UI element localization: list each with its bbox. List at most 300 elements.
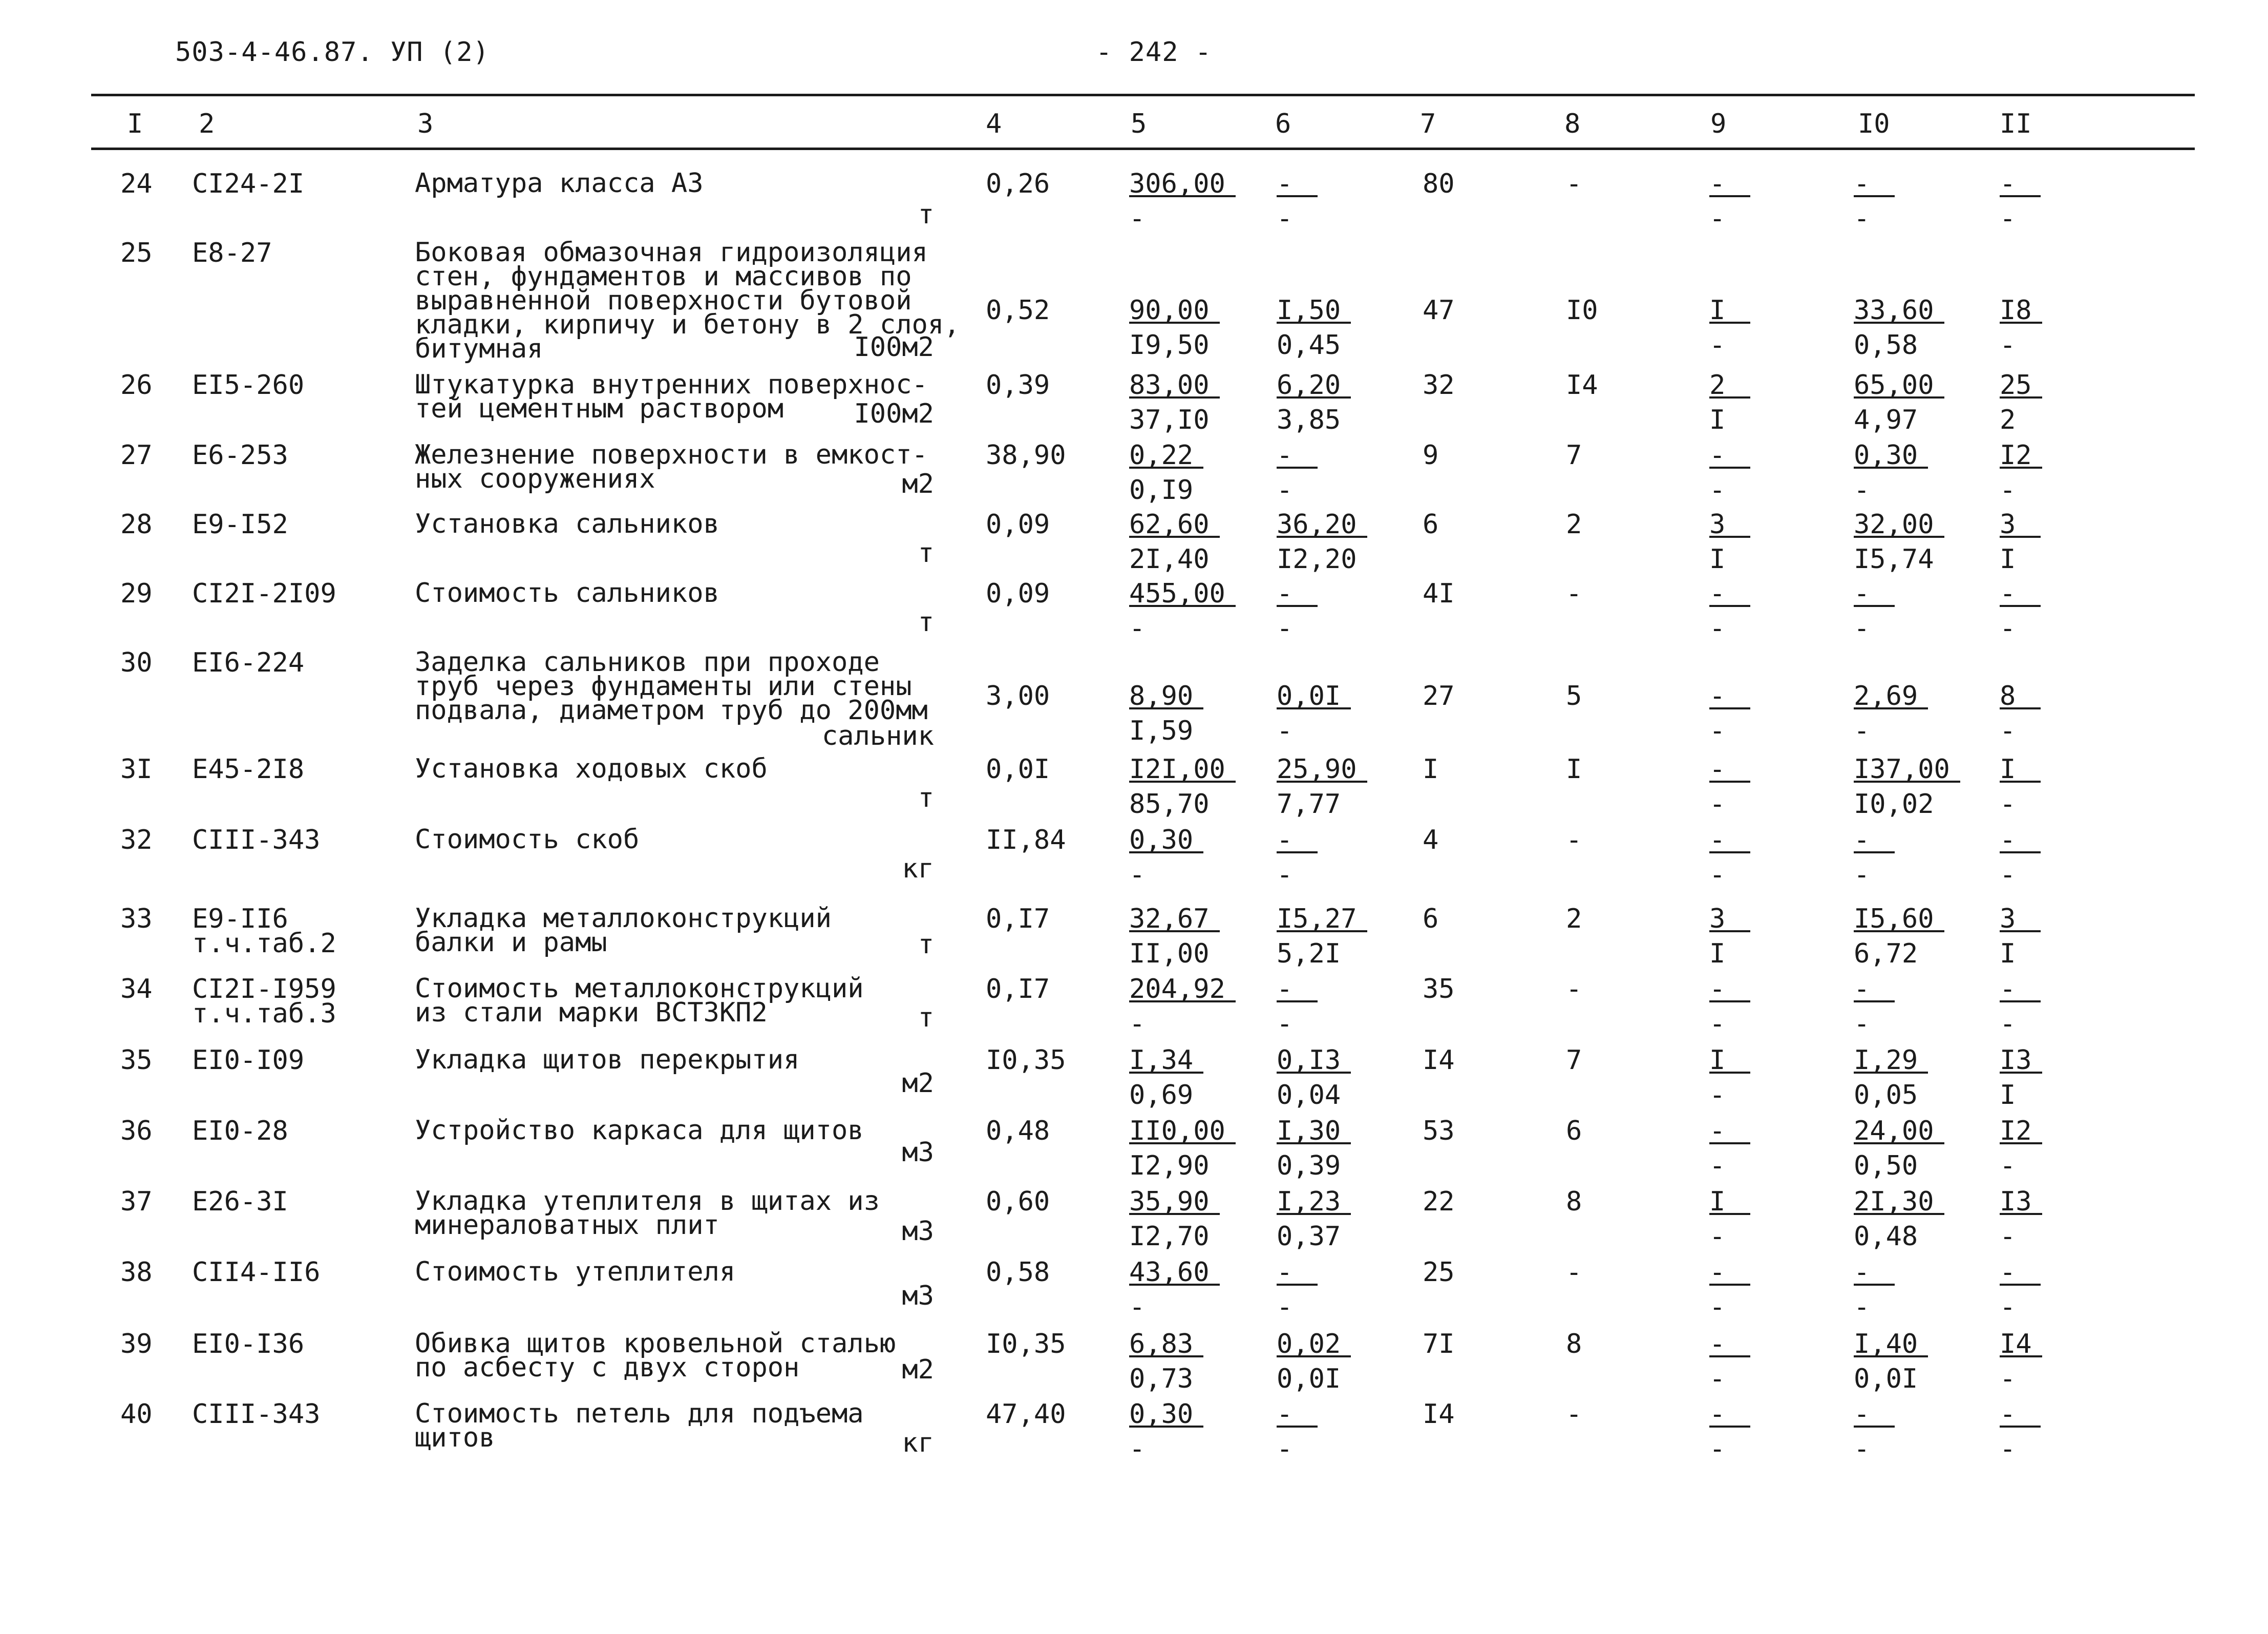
unit-cost-fraction-top: 62,60 — [1129, 512, 1220, 538]
work-description: Штукатурка внутренних поверхнос- тей цементным раствором — [415, 369, 928, 424]
overhead-fraction-bottom: I — [2000, 938, 2016, 969]
col-header-7: 7 — [1420, 109, 1436, 139]
quantity: II,84 — [986, 825, 1066, 855]
labor-cost-value: 35 — [1423, 974, 1455, 1004]
unit-cost-fraction-bottom: 0,I9 — [1129, 475, 1194, 506]
table-row — [0, 903, 2268, 969]
price-code: E9-II6 т.ч.таб.2 — [192, 904, 336, 959]
labor-fraction-top: 2 — [1709, 373, 1750, 399]
unit-cost-fraction-top: 306,00 — [1129, 172, 1236, 197]
overhead-fraction-bottom: - — [2000, 860, 2016, 890]
unit-of-measure: т — [918, 1002, 934, 1033]
overhead-fraction-bottom: - — [2000, 1292, 2016, 1323]
wage-fraction-bottom: - — [1277, 1009, 1293, 1039]
overhead-fraction-top: - — [2000, 1402, 2041, 1428]
quantity: 0,0I — [986, 754, 1050, 785]
labor-fraction-bottom: - — [1709, 613, 1726, 644]
wage-fraction-bottom: - — [1277, 1292, 1293, 1323]
wage-fraction-bottom: 0,37 — [1277, 1221, 1341, 1252]
wage-fraction-top: I,50 — [1277, 298, 1351, 324]
machine-cost-value: - — [1566, 578, 1582, 609]
unit-cost-fraction-bottom: - — [1129, 1434, 1146, 1464]
labor-cost-value: 22 — [1423, 1186, 1455, 1217]
machine-cost-value: - — [1566, 1257, 1582, 1288]
machine-cost-value: 2 — [1566, 509, 1582, 540]
row-number: 39 — [120, 1329, 153, 1359]
row-number: 24 — [120, 169, 153, 199]
total-fraction-bottom: - — [1854, 475, 1870, 506]
labor-cost-value: 6 — [1423, 904, 1439, 934]
quantity: 0,60 — [986, 1186, 1050, 1217]
labor-fraction-bottom: - — [1709, 789, 1726, 820]
overhead-fraction-bottom: - — [2000, 1150, 2016, 1181]
overhead-fraction-bottom: - — [2000, 1434, 2016, 1464]
overhead-fraction-top: - — [2000, 828, 2041, 853]
labor-fraction-bottom: - — [1709, 1434, 1726, 1464]
machine-cost-value: - — [1566, 1399, 1582, 1430]
quantity: 0,I7 — [986, 904, 1050, 934]
table-row — [0, 753, 2268, 820]
overhead-fraction-top: - — [2000, 1260, 2041, 1286]
col-header-11: II — [2000, 109, 2032, 139]
labor-cost-value: 9 — [1423, 440, 1439, 471]
unit-cost-fraction-bottom: - — [1129, 1292, 1146, 1323]
row-number: 28 — [120, 509, 153, 540]
unit-of-measure: сальник — [821, 721, 934, 751]
quantity: 0,58 — [986, 1257, 1050, 1288]
overhead-fraction-bottom: - — [2000, 203, 2016, 234]
work-description: Укладка щитов перекрытия — [415, 1044, 800, 1075]
wage-fraction-bottom: 7,77 — [1277, 789, 1341, 820]
overhead-fraction-bottom: - — [2000, 475, 2016, 506]
wage-fraction-top: 25,90 — [1277, 757, 1367, 783]
labor-fraction-top: - — [1709, 1332, 1750, 1357]
labor-cost-value: 80 — [1423, 169, 1455, 199]
work-description: Обивка щитов кровельной сталью по асбесту с двух сторон — [415, 1328, 896, 1383]
machine-cost-value: 2 — [1566, 904, 1582, 934]
col-header-8: 8 — [1564, 109, 1581, 139]
labor-fraction-top: 3 — [1709, 512, 1750, 538]
wage-fraction-top: 0,0I — [1277, 684, 1351, 709]
price-code: EI0-I36 — [192, 1329, 305, 1359]
wage-fraction-bottom: 0,04 — [1277, 1080, 1341, 1111]
labor-fraction-top: - — [1709, 1402, 1750, 1428]
table-row — [0, 168, 2268, 234]
quantity: I0,35 — [986, 1045, 1066, 1076]
unit-cost-fraction-top: 0,30 — [1129, 828, 1203, 853]
total-fraction-bottom: 0,50 — [1854, 1150, 1918, 1181]
unit-cost-fraction-top: 35,90 — [1129, 1189, 1220, 1215]
labor-cost-value: 4 — [1423, 825, 1439, 855]
unit-cost-fraction-top: 8,90 — [1129, 684, 1203, 709]
labor-cost-value: 6 — [1423, 509, 1439, 540]
unit-of-measure: I00м2 — [854, 399, 934, 429]
col-header-3: 3 — [417, 109, 434, 139]
labor-fraction-bottom: - — [1709, 203, 1726, 234]
wage-fraction-bottom: - — [1277, 203, 1293, 234]
overhead-fraction-top: I — [2000, 757, 2041, 783]
row-number: 29 — [120, 578, 153, 609]
total-fraction-bottom: - — [1854, 860, 1870, 890]
labor-cost-value: 47 — [1423, 295, 1455, 326]
wage-fraction-bottom: 3,85 — [1277, 405, 1341, 435]
overhead-fraction-bottom: - — [2000, 1364, 2016, 1394]
price-code: CII4-II6 — [192, 1257, 321, 1288]
machine-cost-value: - — [1566, 169, 1582, 199]
unit-cost-fraction-bottom: I2,70 — [1129, 1221, 1210, 1252]
unit-of-measure: м2 — [902, 469, 934, 499]
unit-of-measure: кг — [902, 853, 934, 884]
price-code: E45-2I8 — [192, 754, 305, 785]
total-fraction-top: 2,69 — [1854, 684, 1928, 709]
unit-cost-fraction-bottom: - — [1129, 203, 1146, 234]
labor-fraction-bottom: - — [1709, 1009, 1726, 1039]
quantity: 0,52 — [986, 295, 1050, 326]
unit-cost-fraction-bottom: 0,69 — [1129, 1080, 1194, 1111]
labor-cost-value: 53 — [1423, 1116, 1455, 1146]
total-fraction-top: - — [1854, 828, 1895, 853]
row-number: 35 — [120, 1045, 153, 1076]
machine-cost-value: I4 — [1566, 370, 1598, 401]
total-fraction-top: I37,00 — [1854, 757, 1960, 783]
labor-fraction-top: I — [1709, 298, 1750, 324]
quantity: 0,39 — [986, 370, 1050, 401]
labor-fraction-top: - — [1709, 1119, 1750, 1144]
unit-cost-fraction-top: 6,83 — [1129, 1332, 1203, 1357]
overhead-fraction-top: I2 — [2000, 443, 2042, 469]
quantity: 0,48 — [986, 1116, 1050, 1146]
row-number: 27 — [120, 440, 153, 471]
total-fraction-bottom: 0,48 — [1854, 1221, 1918, 1252]
row-number: 38 — [120, 1257, 153, 1288]
total-fraction-top: I,29 — [1854, 1048, 1928, 1074]
unit-of-measure: т — [918, 199, 934, 230]
wage-fraction-top: - — [1277, 172, 1318, 197]
wage-fraction-top: - — [1277, 828, 1318, 853]
unit-cost-fraction-top: 43,60 — [1129, 1260, 1220, 1286]
page-number: - 242 - — [1096, 37, 1212, 68]
unit-of-measure: I00м2 — [854, 332, 934, 363]
unit-of-measure: м3 — [902, 1137, 934, 1168]
overhead-fraction-top: - — [2000, 977, 2041, 1002]
total-fraction-bottom: 6,72 — [1854, 938, 1918, 969]
machine-cost-value: 7 — [1566, 1045, 1582, 1076]
row-number: 30 — [120, 647, 153, 678]
wage-fraction-bottom: - — [1277, 860, 1293, 890]
labor-fraction-bottom: - — [1709, 475, 1726, 506]
wage-fraction-top: - — [1277, 1402, 1318, 1428]
labor-fraction-bottom: - — [1709, 330, 1726, 361]
price-code: CIII-343 — [192, 825, 321, 855]
price-code: E6-253 — [192, 440, 288, 471]
wage-fraction-top: 6,20 — [1277, 373, 1351, 399]
labor-fraction-top: 3 — [1709, 907, 1750, 932]
price-code: CI24-2I — [192, 169, 305, 199]
total-fraction-top: - — [1854, 1402, 1895, 1428]
unit-of-measure: м2 — [902, 1068, 934, 1099]
price-code: EI6-224 — [192, 647, 305, 678]
machine-cost-value: - — [1566, 974, 1582, 1004]
price-code: EI0-I09 — [192, 1045, 305, 1076]
col-header-4: 4 — [986, 109, 1002, 139]
overhead-fraction-top: I3 — [2000, 1048, 2042, 1074]
table-row — [0, 1186, 2268, 1252]
unit-of-measure: т — [918, 607, 934, 638]
unit-cost-fraction-top: 90,00 — [1129, 298, 1220, 324]
wage-fraction-top: - — [1277, 977, 1318, 1002]
unit-of-measure: м3 — [902, 1216, 934, 1247]
unit-cost-fraction-bottom: - — [1129, 860, 1146, 890]
overhead-fraction-bottom: - — [2000, 1009, 2016, 1039]
labor-fraction-bottom: - — [1709, 860, 1726, 890]
overhead-fraction-top: I3 — [2000, 1189, 2042, 1215]
unit-cost-fraction-bottom: - — [1129, 1009, 1146, 1039]
total-fraction-top: 24,00 — [1854, 1119, 1944, 1144]
unit-cost-fraction-top: II0,00 — [1129, 1119, 1236, 1144]
labor-fraction-top: I — [1709, 1048, 1750, 1074]
unit-cost-fraction-top: 32,67 — [1129, 907, 1220, 932]
labor-fraction-top: - — [1709, 684, 1750, 709]
quantity: I0,35 — [986, 1329, 1066, 1359]
unit-cost-fraction-bottom: I9,50 — [1129, 330, 1210, 361]
price-code: EI5-260 — [192, 370, 305, 401]
total-fraction-bottom: - — [1854, 1434, 1870, 1464]
table-row — [0, 973, 2268, 1039]
labor-fraction-top: - — [1709, 977, 1750, 1002]
total-fraction-bottom: - — [1854, 613, 1870, 644]
labor-fraction-top: - — [1709, 828, 1750, 853]
overhead-fraction-bottom: - — [2000, 330, 2016, 361]
wage-fraction-top: - — [1277, 581, 1318, 607]
total-fraction-bottom: I5,74 — [1854, 544, 1934, 575]
row-number: 26 — [120, 370, 153, 401]
labor-cost-value: 7I — [1423, 1329, 1455, 1359]
wage-fraction-bottom: - — [1277, 475, 1293, 506]
labor-cost-value: 4I — [1423, 578, 1455, 609]
table-row — [0, 1115, 2268, 1181]
price-code: E26-3I — [192, 1186, 288, 1217]
labor-fraction-bottom: - — [1709, 1364, 1726, 1394]
table-row — [0, 1044, 2268, 1111]
unit-cost-fraction-bottom: - — [1129, 613, 1146, 644]
wage-fraction-bottom: 5,2I — [1277, 938, 1341, 969]
overhead-fraction-top: 3 — [2000, 512, 2041, 538]
overhead-fraction-bottom: - — [2000, 1221, 2016, 1252]
unit-cost-fraction-top: 204,92 — [1129, 977, 1236, 1002]
total-fraction-bottom: - — [1854, 1292, 1870, 1323]
col-header-2: 2 — [199, 109, 215, 139]
work-description: Стоимость утеплителя — [415, 1256, 736, 1287]
row-number: 33 — [120, 904, 153, 934]
work-description: Заделка сальников при проходе труб через фундаменты или стены подвала, диаметром труб до 200мм — [415, 647, 928, 726]
unit-of-measure: м2 — [902, 1354, 934, 1385]
wage-fraction-top: I5,27 — [1277, 907, 1367, 932]
wage-fraction-top: I,23 — [1277, 1189, 1351, 1215]
work-description: Боковая обмазочная гидроизоляция стен, фундаментов и массивов по выравненной поверхности бутовой кладки, кирпичу и бетону в 2 слоя, битумная — [415, 237, 960, 364]
unit-cost-fraction-bottom: 0,73 — [1129, 1364, 1194, 1394]
table-row — [0, 509, 2268, 575]
unit-of-measure: кг — [902, 1428, 934, 1458]
overhead-fraction-top: 25 — [2000, 373, 2042, 399]
unit-cost-fraction-bottom: 2I,40 — [1129, 544, 1210, 575]
quantity: 47,40 — [986, 1399, 1066, 1430]
labor-fraction-bottom: I — [1709, 544, 1726, 575]
overhead-fraction-bottom: - — [2000, 716, 2016, 746]
labor-fraction-top: I — [1709, 1189, 1750, 1215]
labor-fraction-top: - — [1709, 581, 1750, 607]
overhead-fraction-top: 8 — [2000, 684, 2041, 709]
table-row — [0, 1328, 2268, 1394]
unit-cost-fraction-top: 0,30 — [1129, 1402, 1203, 1428]
wage-fraction-top: I,30 — [1277, 1119, 1351, 1144]
labor-fraction-top: - — [1709, 443, 1750, 469]
unit-cost-fraction-bottom: I,59 — [1129, 716, 1194, 746]
overhead-fraction-top: I4 — [2000, 1332, 2042, 1357]
unit-cost-fraction-top: 455,00 — [1129, 581, 1236, 607]
col-header-1: I — [127, 109, 143, 139]
overhead-fraction-bottom: 2 — [2000, 405, 2016, 435]
machine-cost-value: 8 — [1566, 1329, 1582, 1359]
overhead-fraction-top: - — [2000, 172, 2041, 197]
unit-cost-fraction-top: 83,00 — [1129, 373, 1220, 399]
total-fraction-bottom: 0,0I — [1854, 1364, 1918, 1394]
quantity: 0,I7 — [986, 974, 1050, 1004]
work-description: Арматура класса А3 — [415, 168, 704, 199]
unit-of-measure: т — [918, 929, 934, 960]
wage-fraction-bottom: I2,20 — [1277, 544, 1357, 575]
price-code: E9-I52 — [192, 509, 288, 540]
wage-fraction-top: 0,02 — [1277, 1332, 1351, 1357]
machine-cost-value: 5 — [1566, 681, 1582, 711]
wage-fraction-bottom: - — [1277, 716, 1293, 746]
total-fraction-bottom: I0,02 — [1854, 789, 1934, 820]
labor-fraction-top: - — [1709, 172, 1750, 197]
machine-cost-value: I0 — [1566, 295, 1598, 326]
total-fraction-bottom: - — [1854, 1009, 1870, 1039]
wage-fraction-top: 0,I3 — [1277, 1048, 1351, 1074]
table-row — [0, 824, 2268, 890]
labor-fraction-bottom: - — [1709, 1292, 1726, 1323]
quantity: 38,90 — [986, 440, 1066, 471]
wage-fraction-top: - — [1277, 443, 1318, 469]
total-fraction-top: - — [1854, 1260, 1895, 1286]
row-number: 40 — [120, 1399, 153, 1430]
work-description: Стоимость петель для подъема щитов — [415, 1398, 864, 1453]
col-header-9: 9 — [1710, 109, 1727, 139]
unit-of-measure: м3 — [902, 1281, 934, 1311]
wage-fraction-bottom: - — [1277, 613, 1293, 644]
wage-fraction-bottom: 0,39 — [1277, 1150, 1341, 1181]
overhead-fraction-bottom: - — [2000, 613, 2016, 644]
row-number: 36 — [120, 1116, 153, 1146]
unit-cost-fraction-bottom: I2,90 — [1129, 1150, 1210, 1181]
total-fraction-bottom: 4,97 — [1854, 405, 1918, 435]
labor-cost-value: 25 — [1423, 1257, 1455, 1288]
work-description: Установка ходовых скоб — [415, 753, 768, 784]
labor-fraction-bottom: I — [1709, 405, 1726, 435]
labor-cost-value: 27 — [1423, 681, 1455, 711]
wage-fraction-bottom: 0,45 — [1277, 330, 1341, 361]
total-fraction-bottom: - — [1854, 203, 1870, 234]
unit-cost-fraction-bottom: 37,I0 — [1129, 405, 1210, 435]
unit-cost-fraction-bottom: 85,70 — [1129, 789, 1210, 820]
unit-cost-fraction-top: I2I,00 — [1129, 757, 1236, 783]
wage-fraction-top: - — [1277, 1260, 1318, 1286]
labor-cost-value: I4 — [1423, 1045, 1455, 1076]
work-description: Стоимость сальников — [415, 578, 719, 609]
overhead-fraction-top: 3 — [2000, 907, 2041, 932]
unit-of-measure: т — [918, 783, 934, 813]
wage-fraction-bottom: - — [1277, 1434, 1293, 1464]
total-fraction-bottom: 0,05 — [1854, 1080, 1918, 1111]
total-fraction-top: 33,60 — [1854, 298, 1944, 324]
unit-cost-fraction-bottom: II,00 — [1129, 938, 1210, 969]
labor-fraction-bottom: - — [1709, 1150, 1726, 1181]
machine-cost-value: - — [1566, 825, 1582, 855]
labor-fraction-bottom: - — [1709, 716, 1726, 746]
doc-code: 503-4-46.87. УП (2) — [175, 37, 490, 68]
labor-cost-value: 32 — [1423, 370, 1455, 401]
labor-cost-value: I4 — [1423, 1399, 1455, 1430]
work-description: Стоимость металлоконструкций из стали марки ВСТ3КП2 — [415, 973, 864, 1028]
col-header-6: 6 — [1275, 109, 1291, 139]
table-row — [0, 439, 2268, 506]
quantity: 0,09 — [986, 578, 1050, 609]
price-code: EI0-28 — [192, 1116, 288, 1146]
labor-fraction-top: - — [1709, 757, 1750, 783]
table-row — [0, 237, 2268, 364]
work-description: Укладка металлоконструкций балки и рамы — [415, 903, 832, 958]
price-code: CIII-343 — [192, 1399, 321, 1430]
unit-of-measure: т — [918, 538, 934, 569]
work-description: Установка сальников — [415, 509, 719, 539]
work-description: Укладка утеплителя в щитах из минераловатных плит — [415, 1186, 880, 1241]
row-number: 3I — [120, 754, 153, 785]
table-row — [0, 578, 2268, 644]
work-description: Устройство каркаса для щитов — [415, 1115, 864, 1146]
total-fraction-top: I5,60 — [1854, 907, 1944, 932]
col-header-10: I0 — [1858, 109, 1890, 139]
labor-fraction-bottom: - — [1709, 1080, 1726, 1111]
total-fraction-top: I,40 — [1854, 1332, 1928, 1357]
table-row — [0, 1398, 2268, 1464]
row-number: 34 — [120, 974, 153, 1004]
quantity: 0,26 — [986, 169, 1050, 199]
row-number: 37 — [120, 1186, 153, 1217]
overhead-fraction-bottom: - — [2000, 789, 2016, 820]
total-fraction-top: 0,30 — [1854, 443, 1928, 469]
work-description: Стоимость скоб — [415, 824, 640, 855]
table-row — [0, 647, 2268, 751]
total-fraction-top: - — [1854, 977, 1895, 1002]
machine-cost-value: I — [1566, 754, 1582, 785]
overhead-fraction-top: - — [2000, 581, 2041, 607]
table-row — [0, 369, 2268, 435]
machine-cost-value: 6 — [1566, 1116, 1582, 1146]
col-header-5: 5 — [1131, 109, 1147, 139]
labor-cost-value: I — [1423, 754, 1439, 785]
total-fraction-bottom: - — [1854, 716, 1870, 746]
total-fraction-bottom: 0,58 — [1854, 330, 1918, 361]
quantity: 0,09 — [986, 509, 1050, 540]
price-code: CI2I-I959 т.ч.таб.3 — [192, 974, 336, 1029]
overhead-fraction-bottom: I — [2000, 544, 2016, 575]
unit-cost-fraction-top: I,34 — [1129, 1048, 1203, 1074]
total-fraction-top: - — [1854, 172, 1895, 197]
wage-fraction-top: 36,20 — [1277, 512, 1367, 538]
row-number: 32 — [120, 825, 153, 855]
work-description: Железнение поверхности в емкост- ных сооружениях — [415, 439, 928, 494]
